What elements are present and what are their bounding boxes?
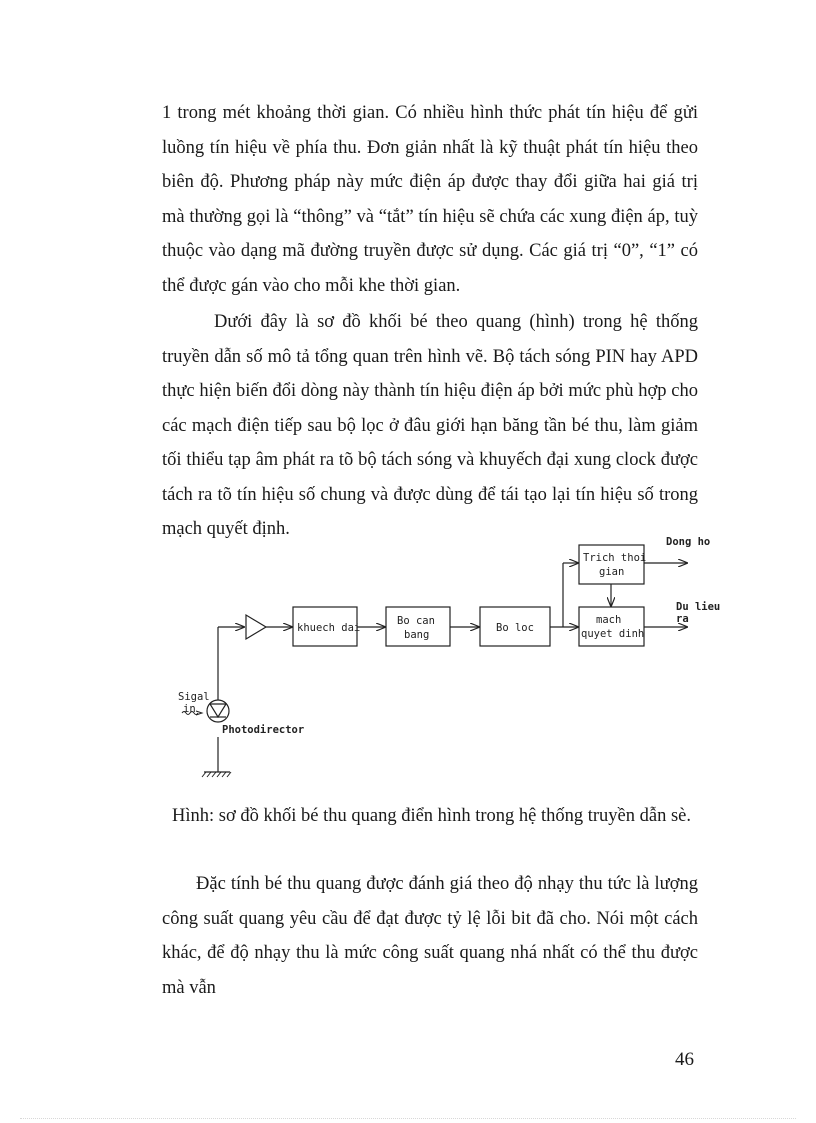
amplifier-triangle-icon [246, 615, 266, 639]
label-clock-output: Dong ho [666, 536, 711, 548]
paragraph-2-text: Dưới đây là sơ đồ khối bé theo quang (hình) trong hệ thống truyền dẫn số mô tả tổng quan trên hình vẽ. Bộ tách sóng PIN hay APD thực hiện biến đổi dòng này thành tín hiệu điện áp bởi mức phù hợp cho các mạch điện tiếp sau bộ lọc ở đâu giới hạn băng tần bé thu, làm giảm tối thiểu tạp âm phát ra tõ bộ tách sóng và khuyếch đại xung clock được tách ra tõ tín hiệu số chung và được dùng để tái tạo lại tín hiệu số trong mạch quyết định. [162, 312, 698, 539]
page-bottom-rule [20, 1118, 796, 1119]
label-filter: Bo loc [496, 622, 534, 634]
label-timing-1: Trich thoi [583, 552, 647, 564]
label-equalizer-2: bang [404, 629, 430, 641]
paragraph-3-text: Đặc tính bé thu quang được đánh giá theo độ nhạy thu tức là lượng công suất quang yêu cầu để đạt được tỷ lệ lỗi bit đã cho. Nói một cách khác, để độ nhạy thu là mức công suất quang nhá nhất có thể thu được mà vẫn [162, 874, 698, 998]
block-timing [579, 545, 647, 584]
label-decision-1: mach [596, 614, 622, 626]
label-data-output-1: Du lieu [676, 601, 721, 613]
block-decision [579, 607, 644, 646]
photodetector-icon [207, 700, 229, 722]
label-signal-in-1: Sigal [178, 691, 210, 703]
paragraph-1: 1 trong mét khoảng thời gian. Có nhiều hình thức phát tín hiệu để gửi luồng tín hiệu về phía thu. Đơn giản nhất là kỹ thuật phát tín hiệu theo biên độ. Phương pháp này mức điện áp được thay đổi giữa hai giá trị mà thường gọi là “thông” và “tắt” tín hiệu sẽ chứa các xung điện áp, tuỳ thuộc vào dạng mã đường truyền được sử dụng. Các giá trị “0”, “1” có thể được gán vào cho mỗi khe thời gian. [162, 103, 698, 296]
label-decision-2: quyet dinh [581, 628, 645, 640]
label-equalizer-1: Bo can [397, 615, 435, 627]
label-amplifier: khuech dai [297, 622, 361, 634]
figure-caption: Hình: sơ đồ khối bé thu quang điển hình trong hệ thống truyền dẫn sè. [172, 806, 691, 826]
label-timing-2: gian [599, 566, 625, 578]
label-photodetector: Photodirector [222, 724, 305, 736]
page-number: 46 [675, 1049, 694, 1070]
label-signal-in-2: in [183, 703, 196, 715]
label-data-output-2: ra [676, 613, 689, 625]
paragraph-3 [162, 867, 698, 1005]
